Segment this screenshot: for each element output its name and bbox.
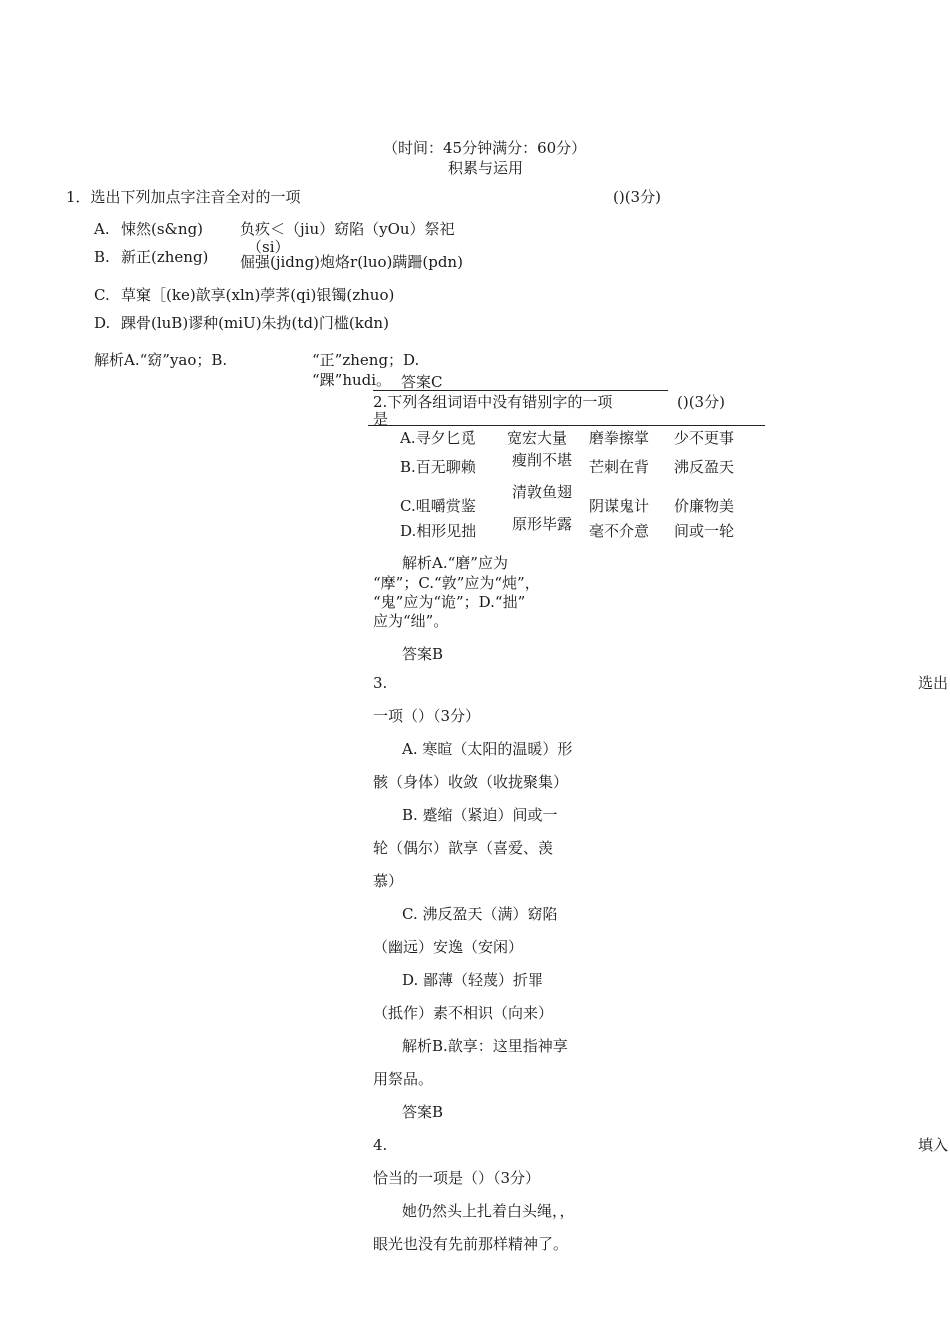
q2-analysis-3: “鬼”应为“诡”；D.“拙” bbox=[373, 593, 526, 611]
q1-analysis-2: “正”zheng；D. bbox=[312, 351, 420, 369]
q1-analysis-1: 解析A.“窈”yao；B. bbox=[94, 351, 228, 369]
q4-line-2: 眼光也没有先前那样精神了。 bbox=[373, 1235, 569, 1253]
q1-option-c-label: C. bbox=[94, 286, 110, 304]
q3-line-1: A. 寒暄（太阳的温暖）形 bbox=[402, 740, 573, 758]
q2-row-b-col2: 瘦削不堪 bbox=[512, 451, 573, 469]
q3-number: 3. bbox=[373, 674, 388, 692]
q3-answer: 答案B bbox=[402, 1103, 444, 1121]
q1-option-b-col2: 倔强(jidng)炮烙r(luo)蹒跚(pdn) bbox=[240, 253, 463, 271]
q1-option-c-text: 草窠［(ke)歆享(xln)荸荠(qi)银镯(zhuo) bbox=[121, 286, 395, 304]
q2-row-d-col1: D.相形见拙 bbox=[400, 522, 477, 540]
q3-line-6: C. 沸反盈天（满）窈陷 bbox=[402, 905, 558, 923]
q1-stem: 1．选出下列加点字注音全对的一项 bbox=[66, 188, 301, 206]
q1-score: ()(3分) bbox=[613, 188, 661, 206]
q2-row-c-col4: 价廉物美 bbox=[674, 497, 735, 515]
q1-option-a-col1: 悚然(s&ng) bbox=[121, 220, 204, 238]
q2-analysis-1: 解析A.“磨”应为 bbox=[402, 554, 508, 572]
q2-score: ()(3分) bbox=[677, 393, 725, 411]
q4-number: 4. bbox=[373, 1136, 388, 1154]
section-title: 积累与运用 bbox=[448, 159, 524, 177]
q3-line-7: （幽远）安逸（安闲） bbox=[373, 938, 524, 956]
q1-option-d-text: 踝骨(luB)谬种(miU)朱㧑(td)门槛(kdn) bbox=[121, 314, 389, 332]
q1-option-a-label: A. bbox=[94, 220, 110, 238]
q3-analysis-2: 用祭品。 bbox=[373, 1070, 434, 1088]
q3-line-3: B. 蹙缩（紧迫）间或一 bbox=[402, 806, 558, 824]
q4-stem-2: 恰当的一项是（）（3分） bbox=[373, 1169, 541, 1187]
q3-line-9: （抵作）素不相识（向来） bbox=[373, 1004, 554, 1022]
q4-stem-right: 填入 bbox=[918, 1136, 949, 1154]
q1-option-b-col1: 新正(zheng) bbox=[121, 248, 209, 266]
time-info: （时间：45分钟满分：60分） bbox=[383, 139, 587, 157]
q4-line-1: 她仍然头上扎着白头绳，， bbox=[402, 1202, 575, 1220]
q3-line-5: 慕） bbox=[373, 872, 404, 890]
q2-row-a-col4: 少不更事 bbox=[674, 429, 735, 447]
q2-row-b-col3: 芒刺在背 bbox=[589, 458, 650, 476]
q1-analysis-3: “踝”hudi。 bbox=[312, 371, 392, 389]
q2-row-c-col1: C.咀嚼赏鉴 bbox=[400, 497, 476, 515]
q3-line-4: 轮（偶尔）歆享（喜爱、羡 bbox=[373, 839, 554, 857]
q2-row-d-col2: 原形毕露 bbox=[512, 515, 573, 533]
q2-row-c-col2: 清敦鱼翅 bbox=[512, 483, 573, 501]
q2-row-b-col4: 沸反盈天 bbox=[674, 458, 735, 476]
q2-answer: 答案B bbox=[402, 645, 444, 663]
q2-analysis-4: 应为“绌”。 bbox=[373, 612, 449, 630]
q2-row-a-col3: 磨拳擦掌 bbox=[589, 429, 650, 447]
q1-option-a-col2: 负疚＜（jiu）窈陷（yOu）祭祀 bbox=[240, 220, 455, 238]
q3-stem-right: 选出 bbox=[918, 674, 949, 692]
q2-rule-bottom bbox=[368, 425, 765, 426]
q1-option-a-col2b: （si） bbox=[247, 238, 290, 256]
q2-stem-1: 2.下列各组词语中没有错别字的一项 bbox=[373, 393, 613, 411]
q2-row-d-col4: 间或一轮 bbox=[674, 522, 735, 540]
q3-stem-2: 一项（）（3分） bbox=[373, 707, 481, 725]
q3-line-2: 骸（身体）收敛（收拢聚集） bbox=[373, 773, 569, 791]
q2-rule-top bbox=[373, 390, 668, 391]
q3-line-8: D. 鄙薄（轻蔑）折罪 bbox=[402, 971, 544, 989]
q2-row-c-col3: 阴谋鬼计 bbox=[589, 497, 650, 515]
q2-row-b-col1: B.百无聊赖 bbox=[400, 458, 476, 476]
q2-analysis-2: “摩”；C.“敦”应为“炖”， bbox=[373, 574, 540, 592]
q2-row-a-col1: A.寻夕匕觅 bbox=[400, 429, 476, 447]
q1-option-b-label: B. bbox=[94, 248, 110, 266]
q3-analysis-1: 解析B.歆享：这里指神享 bbox=[402, 1037, 568, 1055]
q2-row-d-col3: 毫不介意 bbox=[589, 522, 650, 540]
q1-option-d-label: D. bbox=[94, 314, 111, 332]
q2-stem-2: 是 bbox=[373, 410, 389, 428]
q2-row-a-col2: 宽宏大量 bbox=[507, 429, 568, 447]
q1-answer: 答案C bbox=[401, 373, 443, 391]
